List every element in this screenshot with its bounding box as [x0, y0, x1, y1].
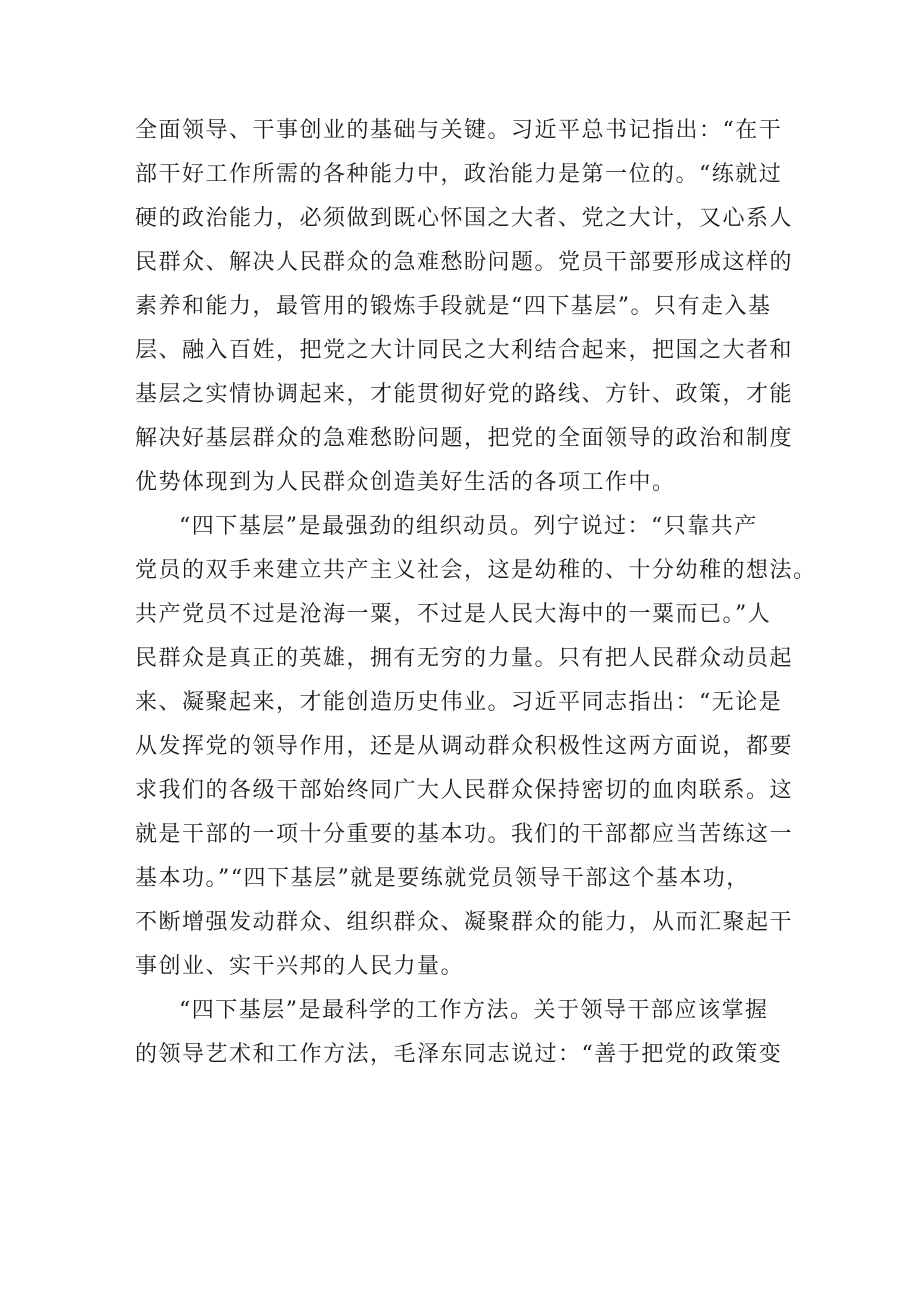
- text-line: 素养和能力，最管用的锻炼手段就是“四下基层”。只有走入基: [135, 294, 772, 319]
- text-line: 硬的政治能力，必须做到既心怀国之大者、党之大计，又心系人: [135, 206, 794, 231]
- text-line: 优势体现到为人民群众创造美好生活的各项工作中。: [135, 470, 676, 495]
- text-line: 事创业、实干兴邦的人民力量。: [135, 954, 465, 979]
- paragraph-start-line: “四下基层”是最强劲的组织动员。列宁说过：“只靠共产: [179, 514, 758, 539]
- text-line: 从发挥党的领导作用，还是从调动群众积极性这两方面说，都要: [135, 734, 794, 759]
- text-line: 不断增强发动群众、组织群众、凝聚群众的能力，从而汇聚起干: [135, 910, 794, 935]
- text-line: 基本功。”“四下基层”就是要练就党员领导干部这个基本功，: [135, 866, 750, 891]
- text-line: 求我们的各级干部始终同广大人民群众保持密切的血肉联系。这: [135, 778, 794, 803]
- text-line: 全面领导、干事创业的基础与关键。习近平总书记指出：“在干: [135, 118, 783, 143]
- article-body: [135, 109, 817, 1077]
- text-line: 来、凝聚起来，才能创造历史伟业。习近平同志指出：“无论是: [135, 690, 783, 715]
- text-line: 共产党员不过是沧海一粟，不过是人民大海中的一粟而已。”人: [135, 602, 772, 627]
- paragraph-start-line: “四下基层”是最科学的工作方法。关于领导干部应该掌握: [179, 998, 769, 1023]
- text-line: 的领导艺术和工作方法，毛泽东同志说过：“善于把党的政策变: [135, 1042, 783, 1067]
- text-line: 就是干部的一项十分重要的基本功。我们的干部都应当苦练这一: [135, 822, 794, 847]
- text-line: 党员的双手来建立共产主义社会，这是幼稚的、十分幼稚的想法。: [135, 558, 817, 583]
- text-line: 层、融入百姓，把党之大计同民之大利结合起来，把国之大者和: [135, 338, 794, 363]
- text-line: 民群众是真正的英雄，拥有无穷的力量。只有把人民群众动员起: [135, 646, 794, 671]
- text-line: 解决好基层群众的急难愁盼问题，把党的全面领导的政治和制度: [135, 426, 794, 451]
- text-line: 民群众、解决人民群众的急难愁盼问题。党员干部要形成这样的: [135, 250, 794, 275]
- text-line: 基层之实情协调起来，才能贯彻好党的路线、方针、政策，才能: [135, 382, 794, 407]
- text-line: 部干好工作所需的各种能力中，政治能力是第一位的。“练就过: [135, 162, 783, 187]
